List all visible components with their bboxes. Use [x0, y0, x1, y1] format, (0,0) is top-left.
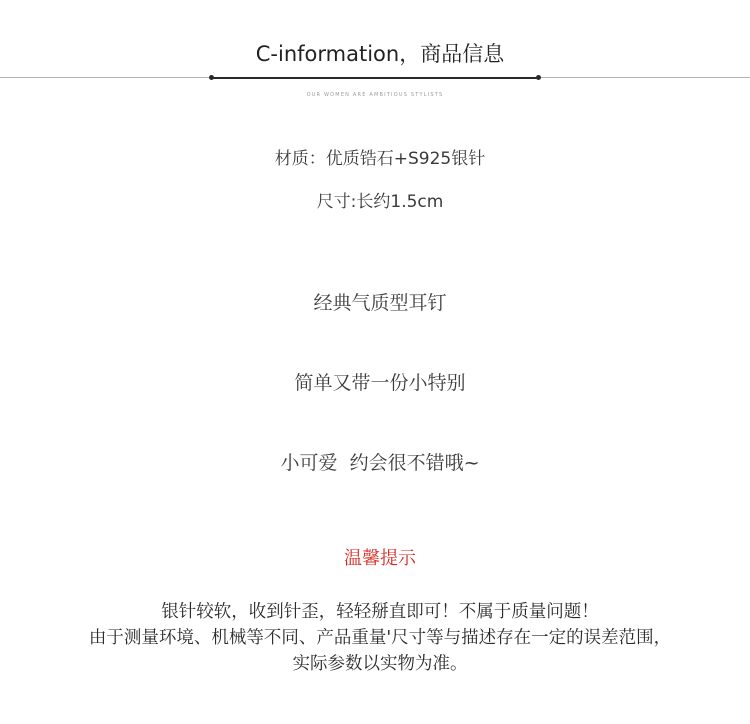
- tip-line-2: 由于测量环境、机械等不同、产品重量'尺寸等与描述存在一定的误差范围，: [88, 628, 672, 648]
- bar-end-dot-left: [209, 75, 214, 80]
- description-line-2: 简单又带一份小特别: [294, 372, 466, 394]
- section-subtitle: OUR WOMEN ARE AMBITIOUS STYLISTS: [306, 92, 444, 98]
- size-spec: 尺寸:长约1.5cm: [316, 192, 444, 212]
- material-spec: 材质：优质锆石+S925银针: [274, 149, 486, 169]
- title-underline-bar: [212, 77, 538, 79]
- tip-notice: [0, 599, 750, 677]
- tip-heading: 温馨提示: [344, 548, 416, 569]
- description-line-1: 经典气质型耳钉: [313, 292, 447, 314]
- bar-end-dot-right: [536, 75, 541, 80]
- tip-line-3: 实际参数以实物为准。: [292, 654, 468, 674]
- description-line-3: 小可爱 约会很不错哦~: [280, 452, 480, 474]
- tip-line-1: 银针较软，收到针歪，轻轻掰直即可！不属于质量问题！: [161, 602, 599, 622]
- section-title: C-information，商品信息: [255, 42, 505, 66]
